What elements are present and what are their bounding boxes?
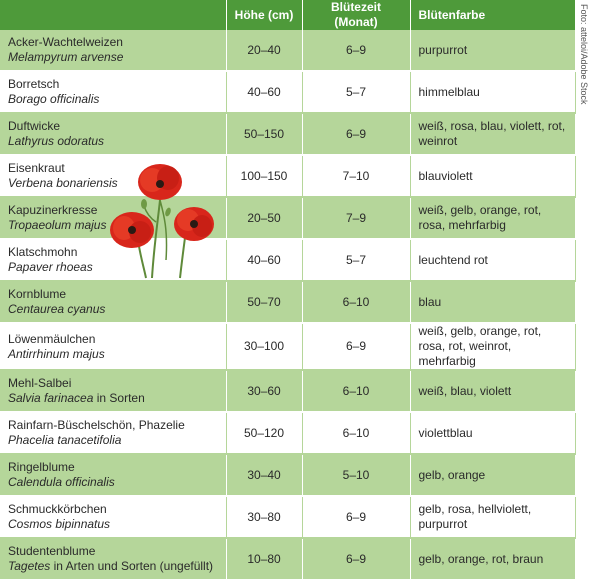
table-row (0, 496, 575, 538)
common-name: Eisenkraut (8, 161, 65, 175)
table-row (0, 370, 575, 412)
bloom-cell: 7–10 (302, 155, 410, 197)
height-cell: 50–70 (226, 281, 302, 323)
height-cell: 10–80 (226, 538, 302, 580)
table-header-row (0, 0, 575, 30)
color-cell: himmelblau (410, 71, 575, 113)
bloom-cell: 6–9 (302, 30, 410, 71)
latin-name-line (8, 176, 218, 191)
latin-name: Salvia farinacea (8, 391, 94, 405)
common-name: Mehl-Salbei (8, 376, 72, 390)
bloom-cell: 6–9 (302, 113, 410, 155)
table-row (0, 538, 575, 580)
height-cell: 50–120 (226, 412, 302, 454)
table-row (0, 71, 575, 113)
color-cell: purpurrot (410, 30, 575, 71)
height-cell: 30–80 (226, 496, 302, 538)
common-name: Löwenmäulchen (8, 331, 96, 346)
latin-name-line (8, 475, 218, 490)
height-cell: 40–60 (226, 239, 302, 281)
bloom-cell: 5–7 (302, 71, 410, 113)
table-row (0, 239, 575, 281)
common-name: Rainfarn-Büschelschön, Phazelie (8, 418, 185, 432)
bloom-cell: 6–10 (302, 281, 410, 323)
plant-name-cell (0, 155, 226, 197)
common-name: Borretsch (8, 77, 60, 91)
latin-name: Antirrhinum majus (8, 346, 105, 361)
bloom-cell: 6–9 (302, 496, 410, 538)
latin-name: Borago officinalis (8, 92, 100, 106)
latin-name: Lathyrus odoratus (8, 134, 105, 148)
plant-name-cell (0, 71, 226, 113)
height-cell: 30–40 (226, 454, 302, 496)
latin-name-line (8, 260, 218, 275)
latin-name: Verbena bonariensis (8, 176, 118, 190)
color-cell: blauviolett (410, 155, 575, 197)
table-row (0, 281, 575, 323)
latin-name-line (8, 391, 218, 406)
plant-name-cell (0, 30, 226, 71)
common-name: Kapuzinerkresse (8, 203, 98, 217)
latin-name-line (8, 92, 218, 107)
plant-name-cell (0, 538, 226, 580)
common-name: Acker-Wachtelweizen (8, 35, 123, 49)
height-cell: 30–60 (226, 370, 302, 412)
height-cell: 100–150 (226, 155, 302, 197)
latin-name-line (8, 433, 218, 448)
height-cell: 30–100 (226, 323, 302, 370)
height-cell: 20–50 (226, 197, 302, 239)
latin-name-line (8, 50, 218, 65)
latin-name: Tagetes (8, 559, 51, 573)
latin-name: Calendula officinalis (8, 475, 115, 489)
plant-name-cell (0, 239, 226, 281)
color-cell: blau (410, 281, 575, 323)
table-row (0, 30, 575, 71)
plant-name-cell (0, 412, 226, 454)
bloom-cell: 5–7 (302, 239, 410, 281)
color-cell: gelb, orange (410, 454, 575, 496)
color-cell: weiß, gelb, orange, rot, rosa, rot, weinrot, mehrfarbig (410, 323, 575, 370)
table-row (0, 454, 575, 496)
table-row (0, 155, 575, 197)
latin-name-line (8, 302, 218, 317)
latin-suffix: in Arten und Sorten (ungefüllt) (50, 559, 214, 573)
color-cell: weiß, blau, violett (410, 370, 575, 412)
height-cell: 20–40 (226, 30, 302, 71)
plant-name-cell (0, 197, 226, 239)
bloom-cell: 6–10 (302, 370, 410, 412)
latin-suffix: in Sorten (93, 391, 145, 405)
common-name: Ringelblume (8, 460, 75, 474)
color-cell: leuchtend rot (410, 239, 575, 281)
color-cell: gelb, rosa, hellviolett, purpurrot (410, 496, 575, 538)
bloom-cell: 6–9 (302, 538, 410, 580)
plant-name-cell (0, 281, 226, 323)
color-cell: weiß, gelb, orange, rot, rosa, mehrfarbig (410, 197, 575, 239)
header-height: Höhe (cm) (226, 0, 302, 30)
plant-name-cell (0, 370, 226, 412)
latin-name: Tropaeolum majus (8, 218, 107, 232)
table-row (0, 197, 575, 239)
bloom-cell: 5–10 (302, 454, 410, 496)
table-row (0, 412, 575, 454)
latin-name-line (8, 134, 218, 149)
header-name (0, 0, 226, 30)
common-name: Klatschmohn (8, 245, 78, 259)
table-row (0, 323, 575, 370)
color-cell: gelb, orange, rot, braun (410, 538, 575, 580)
common-name: Kornblume (8, 287, 67, 301)
bloom-cell: 7–9 (302, 197, 410, 239)
header-bloom: Blütezeit (Monat) (302, 0, 410, 30)
latin-name: Melampyrum arvense (8, 50, 124, 64)
bloom-cell: 6–10 (302, 412, 410, 454)
color-cell: weiß, rosa, blau, violett, rot, weinrot (410, 113, 575, 155)
plant-name-cell (0, 323, 226, 370)
latin-name-line (8, 517, 218, 532)
latin-name: Centaurea cyanus (8, 302, 106, 316)
common-name: Studentenblume (8, 544, 96, 558)
plant-name-cell (0, 113, 226, 155)
header-color: Blütenfarbe (410, 0, 575, 30)
latin-name-line (8, 347, 218, 362)
latin-name: Papaver rhoeas (8, 260, 93, 274)
latin-name: Phacelia tanacetifolia (8, 433, 122, 447)
plant-name-cell (0, 454, 226, 496)
latin-name-line (8, 218, 218, 233)
latin-name: Cosmos bipinnatus (8, 517, 111, 531)
plant-name-cell (0, 496, 226, 538)
height-cell: 40–60 (226, 71, 302, 113)
common-name: Duftwicke (8, 119, 61, 133)
common-name: Schmuckkörbchen (8, 502, 107, 516)
photo-credit: Foto: atteloi/Adobe Stock (579, 4, 589, 105)
bloom-cell: 6–9 (302, 323, 410, 370)
table-row (0, 113, 575, 155)
color-cell: violettblau (410, 412, 575, 454)
height-cell: 50–150 (226, 113, 302, 155)
